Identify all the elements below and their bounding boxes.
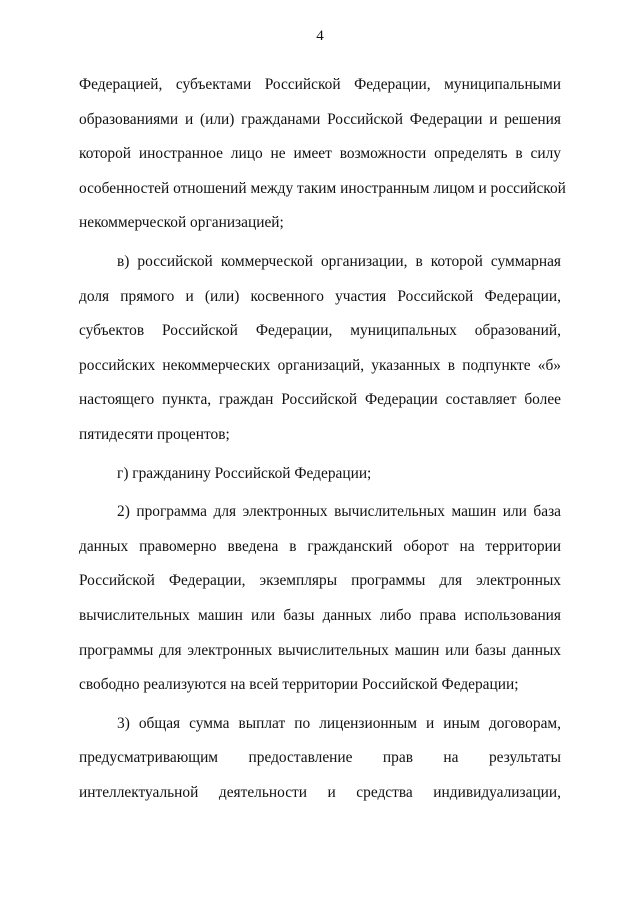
paragraph xyxy=(79,457,561,492)
paragraph-line: программы для электронных вычислительных машин или базы данных xyxy=(79,641,561,659)
paragraph-line: которой иностранное лицо не имеет возможности определять в силу xyxy=(79,145,561,163)
paragraph-line: г) гражданину Российской Федерации; xyxy=(117,464,372,482)
paragraph-line: российских некоммерческих организаций, указанных в подпункте «б» xyxy=(79,356,561,374)
paragraph-line: предусматривающим предоставление прав на результаты xyxy=(79,749,561,767)
paragraph-line: некоммерческой организацией; xyxy=(79,214,284,232)
paragraph-line: Федерацией, субъектами Российской Федерации, муниципальными xyxy=(79,76,561,93)
paragraph-line: Российской Федерации, экземпляры программы для электронных xyxy=(79,572,561,590)
paragraph-line: образованиями и (или) гражданами Российской Федерации и решения xyxy=(79,110,561,128)
paragraph-line: свободно реализуются на всей территории Российской Федерации; xyxy=(79,676,519,694)
paragraph-line: пятидесяти процентов; xyxy=(79,425,230,443)
paragraph-line: 3) общая сумма выплат по лицензионным и иным договорам, xyxy=(117,714,561,732)
paragraph xyxy=(79,495,561,703)
page-number: 4 xyxy=(316,28,324,44)
paragraph-line: в) российской коммерческой организации, в которой суммарная xyxy=(117,252,561,270)
paragraph-line: субъектов Российской Федерации, муниципальных образований, xyxy=(79,322,561,340)
paragraph-line: интеллектуальной деятельности и средства индивидуализации, xyxy=(79,783,561,801)
paragraph xyxy=(79,68,566,241)
paragraph xyxy=(79,245,561,453)
document-body xyxy=(79,68,566,814)
paragraph-line: 2) программа для электронных вычислительных машин или база xyxy=(117,503,561,521)
paragraph-line: доля прямого и (или) косвенного участия Российской Федерации, xyxy=(79,287,561,305)
paragraph-line: вычислительных машин или базы данных либо права использования xyxy=(79,606,561,624)
paragraph-line: особенностей отношений между таким иностранным лицом и российской xyxy=(79,179,566,197)
paragraph-line: данных правомерно введена в гражданский оборот на территории xyxy=(79,537,561,555)
paragraph xyxy=(79,707,561,811)
paragraph-line: настоящего пункта, граждан Российской Федерации составляет более xyxy=(79,391,561,409)
